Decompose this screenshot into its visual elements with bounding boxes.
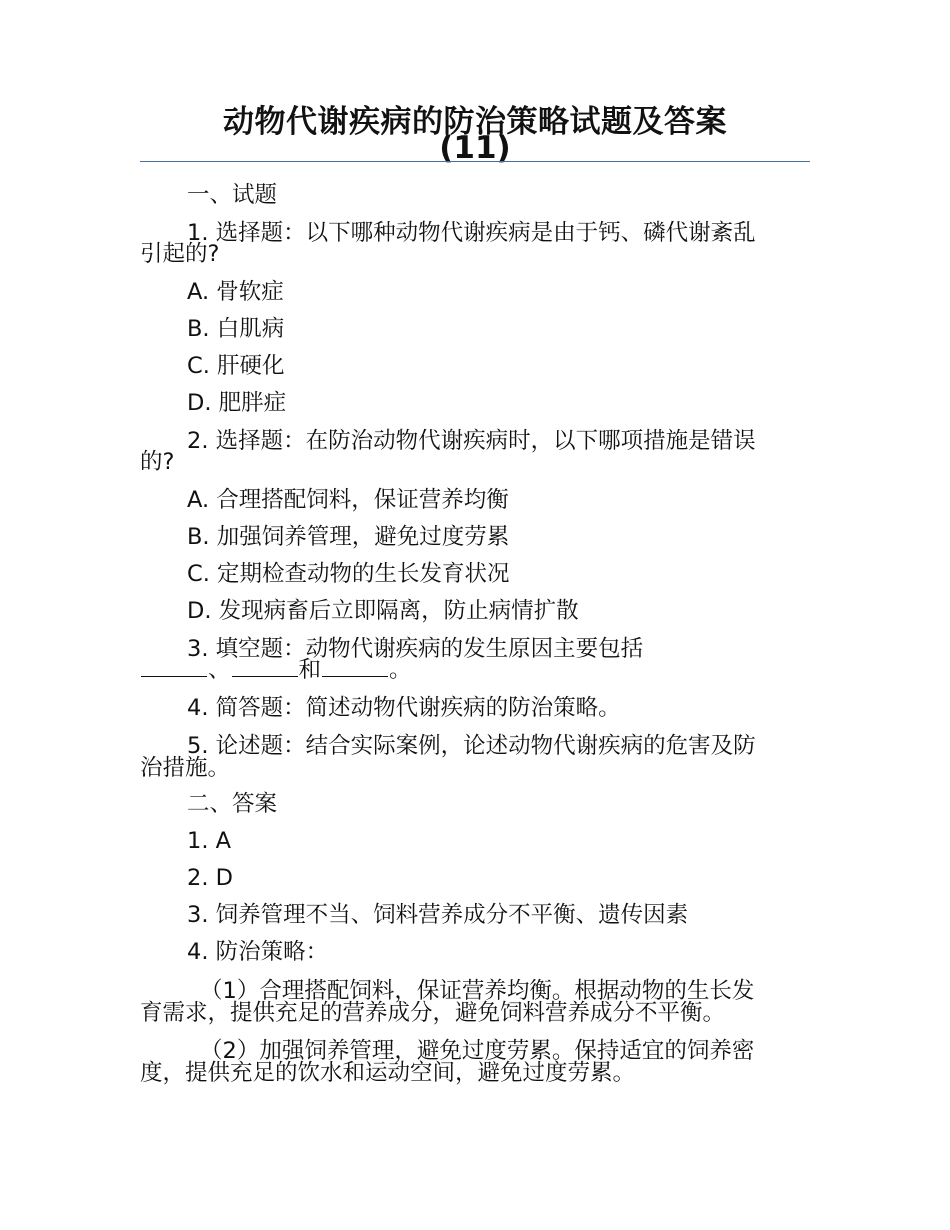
answer-1: 1. A [187, 828, 232, 854]
fill-blank-3 [322, 656, 388, 677]
answer-3: 3. 饲养管理不当、饲料营养成分不平衡、遗传因素 [187, 902, 689, 928]
q2-text-line2: 的? [140, 449, 175, 475]
q2-option-d: D. 发现病畜后立即隔离，防止病情扩散 [187, 598, 579, 624]
q3-end-mark: 。 [389, 657, 412, 683]
q2-option-a: A. 合理搭配饲料，保证营养均衡 [187, 487, 509, 513]
q3-blanks-line [140, 656, 810, 682]
strategy-2-line2: 度，提供充足的饮水和运动空间，避免过度劳累。 [140, 1060, 636, 1086]
answer-4-heading: 4. 防治策略： [187, 939, 329, 965]
q4-text: 4. 简答题：简述动物代谢疾病的防治策略。 [187, 695, 621, 721]
fill-blank-1 [141, 656, 207, 677]
strategy-1-line1: （1）合理搭配饲料，保证营养均衡。根据动物的生长发 [200, 978, 755, 1004]
q3-text-line1: 3. 填空题：动物代谢疾病的发生原因主要包括 [187, 636, 644, 662]
answer-2: 2. D [187, 865, 233, 891]
q1-option-a: A. 骨软症 [187, 279, 284, 305]
fill-blank-2 [232, 656, 298, 677]
q3-separator-2: 和 [298, 657, 322, 683]
q3-separator-1: 、 [208, 657, 231, 683]
q5-text-line2: 治措施。 [140, 755, 231, 781]
q1-text-line1: 1. 选择题：以下哪种动物代谢疾病是由于钙、磷代谢紊乱 [187, 220, 756, 246]
title-divider [140, 161, 810, 162]
strategy-2-line1: （2）加强饲养管理，避免过度劳累。保持适宜的饲养密 [200, 1038, 755, 1064]
strategy-1-line2: 育需求，提供充足的营养成分，避免饲料营养成分不平衡。 [140, 1000, 726, 1026]
q5-text-line1: 5. 论述题：结合实际案例，论述动物代谢疾病的危害及防 [187, 733, 756, 759]
q1-option-d: D. 肥胖症 [187, 390, 287, 416]
answers-heading: 二、答案 [187, 791, 278, 817]
q1-option-b: B. 白肌病 [187, 316, 285, 342]
document-title: 动物代谢疾病的防治策略试题及答案 [223, 104, 727, 140]
document-title-number: (11) [439, 130, 511, 166]
q2-text-line1: 2. 选择题：在防治动物代谢疾病时，以下哪项措施是错误 [187, 428, 756, 454]
q1-option-c: C. 肝硬化 [187, 353, 285, 379]
q2-option-c: C. 定期检查动物的生长发育状况 [187, 561, 510, 587]
q1-text-line2: 引起的? [140, 241, 220, 267]
questions-heading: 一、试题 [187, 182, 278, 208]
q2-option-b: B. 加强饲养管理，避免过度劳累 [187, 524, 510, 550]
